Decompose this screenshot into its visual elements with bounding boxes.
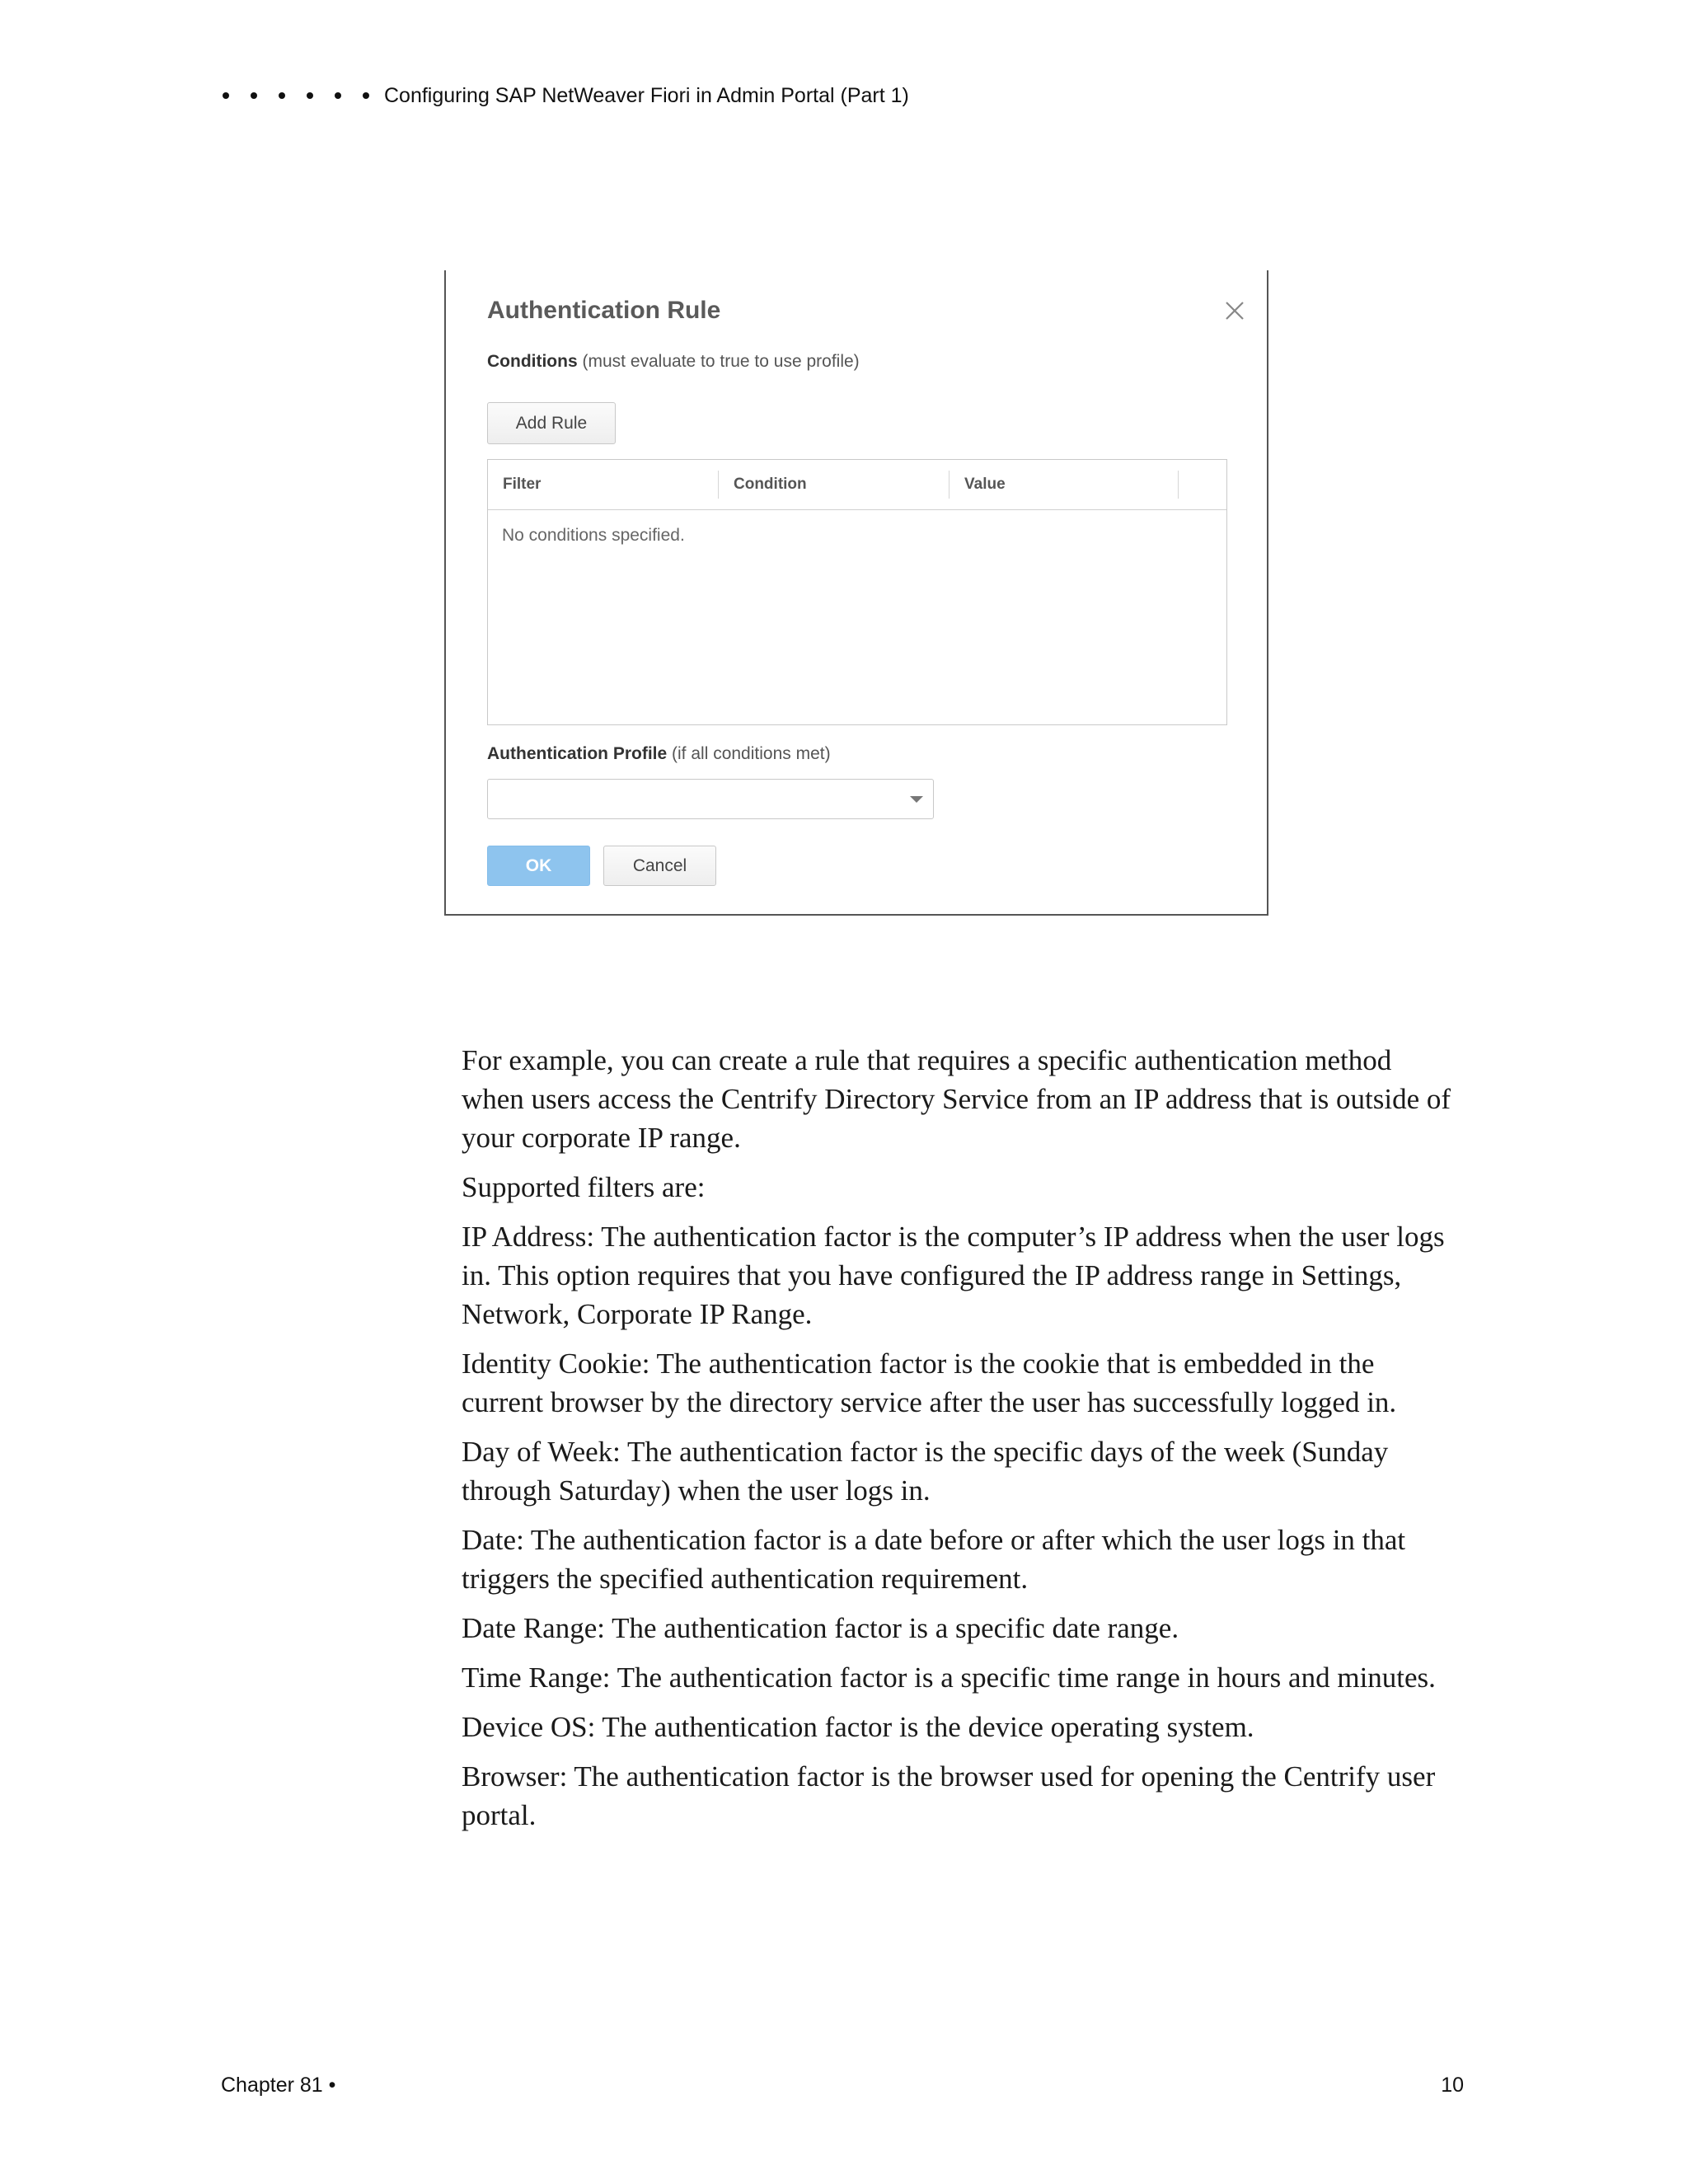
bullet-dot xyxy=(363,92,369,99)
cancel-button[interactable]: Cancel xyxy=(603,846,716,886)
conditions-label xyxy=(487,352,860,372)
paragraph-date-range: Date Range: The authentication factor is a specific date range. xyxy=(462,1612,1179,1644)
conditions-table xyxy=(487,459,1227,725)
close-icon[interactable] xyxy=(1224,300,1245,321)
authentication-profile-select[interactable] xyxy=(487,779,934,819)
bullet-dot xyxy=(307,92,313,99)
footer-page-number: 10 xyxy=(1441,2074,1464,2097)
conditions-label-note: (must evaluate to true to use profile) xyxy=(577,352,860,371)
chevron-down-icon xyxy=(910,796,923,803)
profile-label xyxy=(487,744,831,764)
column-header-filter[interactable]: Filter xyxy=(488,471,719,499)
paragraph-day-of-week: Day of Week: The authentication factor is the specific days of the week (Sunday through Saturday) when the user logs in. xyxy=(462,1436,1389,1507)
header-title: Configuring SAP NetWeaver Fiori in Admin Portal (Part 1) xyxy=(384,83,909,107)
column-header-spacer xyxy=(1179,471,1226,499)
paragraph-intro: For example, you can create a rule that requires a specific authentication method when users access the Centrify Directory Service from an IP address that is outside of your corporate IP range. xyxy=(462,1044,1451,1154)
paragraph-supported-filters: Supported filters are: xyxy=(462,1171,706,1203)
column-header-condition[interactable]: Condition xyxy=(719,471,950,499)
running-header xyxy=(223,79,909,112)
paragraph-time-range: Time Range: The authentication factor is a specific time range in hours and minutes. xyxy=(462,1661,1436,1694)
dialog-title: Authentication Rule xyxy=(487,297,721,324)
profile-label-note: (if all conditions met) xyxy=(667,744,831,763)
bullet-dot xyxy=(335,92,341,99)
paragraph-ip-address: IP Address: The authentication factor is the computer’s IP address when the user logs in. This option requires that you have configured the IP address range in Settings, Network, Corporate IP Range. xyxy=(462,1221,1445,1330)
paragraph-browser: Browser: The authentication factor is the browser used for opening the Centrify user portal. xyxy=(462,1760,1436,1831)
table-header xyxy=(488,460,1226,510)
body-text xyxy=(462,1041,1451,1845)
header-bullets xyxy=(223,92,369,99)
conditions-label-bold: Conditions xyxy=(487,352,578,371)
empty-conditions-message: No conditions specified. xyxy=(502,526,685,545)
authentication-rule-dialog xyxy=(444,270,1268,916)
bullet-dot xyxy=(279,92,285,99)
paragraph-device-os: Device OS: The authentication factor is the device operating system. xyxy=(462,1711,1254,1743)
paragraph-identity-cookie: Identity Cookie: The authentication factor is the cookie that is embedded in the current browser by the directory service after the user has successfully logged in. xyxy=(462,1347,1397,1418)
profile-label-bold: Authentication Profile xyxy=(487,744,668,763)
column-header-value[interactable]: Value xyxy=(950,471,1179,499)
bullet-dot xyxy=(251,92,257,99)
paragraph-date: Date: The authentication factor is a date before or after which the user logs in that triggers the specified authentication requirement. xyxy=(462,1524,1406,1595)
add-rule-button[interactable]: Add Rule xyxy=(487,402,616,444)
footer-chapter: Chapter 81 • xyxy=(221,2074,336,2097)
bullet-dot xyxy=(223,92,229,99)
ok-button[interactable]: OK xyxy=(487,846,590,886)
